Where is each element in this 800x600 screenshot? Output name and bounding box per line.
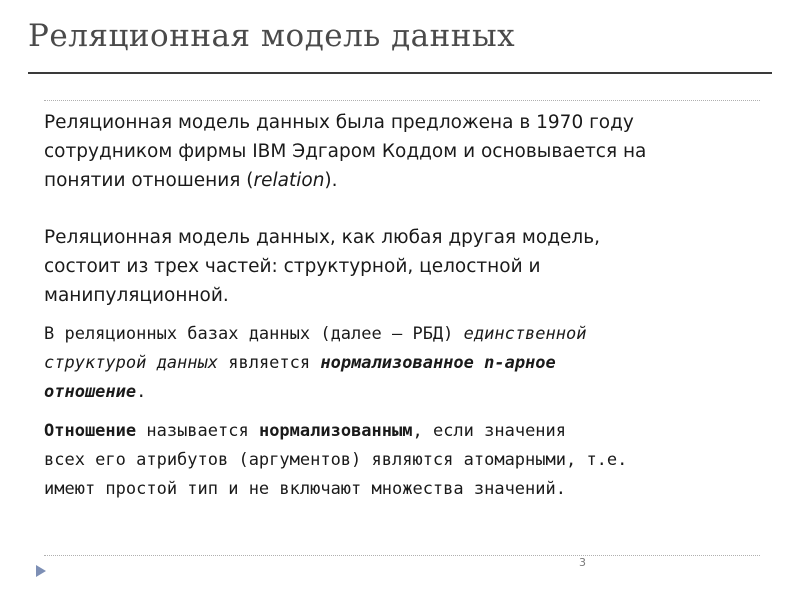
italic-span: структурой данных [44, 353, 218, 373]
text-span: ). [324, 170, 338, 191]
text-span: , если значения [412, 421, 567, 441]
bold-span: нормализованным [258, 421, 413, 441]
text-span: . [136, 382, 147, 402]
slide-title: Реляционная модель данных [28, 18, 516, 54]
text-line: Реляционная модель данных, как любая другая модель, [44, 227, 600, 248]
text-line [44, 166, 756, 195]
text-span: является [218, 353, 321, 373]
bold-italic-text: нормализованное n-арное [320, 353, 556, 373]
bold-span: Отношение [44, 421, 137, 441]
bold-italic-span [44, 382, 136, 402]
text-line: имеют простой тип и не включают множества значений. [44, 479, 566, 499]
text-span: В реляционных базах данных (далее – РБД) [44, 324, 464, 344]
text-line: сотрудником фирмы IBM Эдгаром Коддом и основывается на [44, 141, 647, 162]
paragraph-parts [44, 223, 756, 310]
next-slide-arrow-icon[interactable] [36, 565, 46, 577]
text-line [44, 378, 756, 407]
slide-content [44, 108, 756, 504]
content-bottom-divider [44, 555, 760, 556]
bold-italic-text: отношение [44, 382, 137, 402]
text-line: всех его атрибутов (аргументов) являются атомарными, т.е. [44, 450, 628, 470]
relation-term: relation [253, 170, 325, 191]
text-line [44, 320, 756, 349]
text-line [44, 417, 756, 446]
paragraph-structure [44, 320, 756, 407]
title-underline [28, 72, 772, 74]
spacer [44, 407, 756, 417]
content-top-divider [44, 100, 760, 101]
bold-italic-span [320, 353, 555, 373]
italic-span: единственной [463, 324, 587, 344]
spacer [44, 310, 756, 320]
text-span: понятии отношения ( [44, 170, 254, 191]
spacer [44, 195, 756, 223]
text-line: состоит из трех частей: структурной, целостной и [44, 256, 541, 277]
paragraph-definition [44, 417, 756, 504]
page-number: 3 [579, 556, 586, 569]
text-line: манипуляционной. [44, 285, 229, 306]
text-line: Реляционная модель данных была предложена в 1970 году [44, 112, 634, 133]
text-line [44, 349, 756, 378]
text-span: называется [136, 421, 259, 441]
paragraph-history [44, 108, 756, 195]
